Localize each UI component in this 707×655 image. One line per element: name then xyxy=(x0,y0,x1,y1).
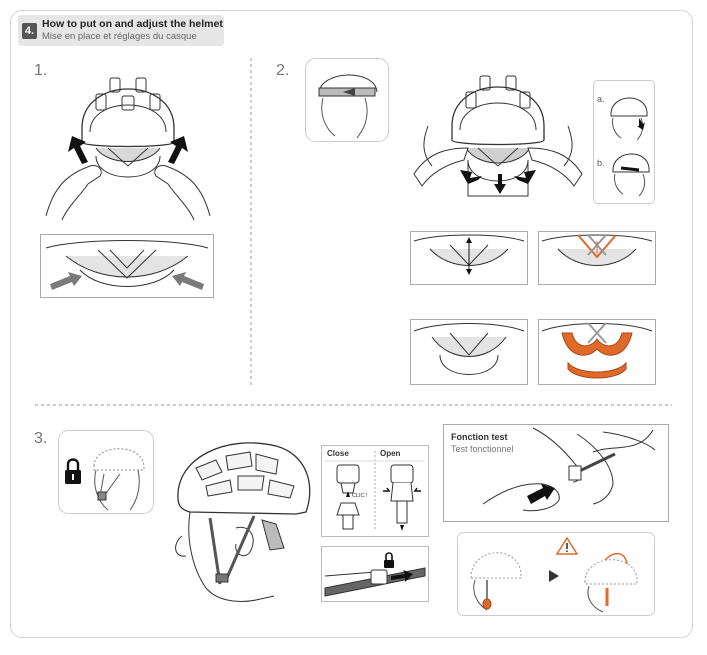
section-subtitle: Mise en place et réglages du casque xyxy=(42,31,197,42)
step-2-number: 2. xyxy=(276,62,290,79)
section-title: How to put on and adjust the helmet xyxy=(42,18,223,30)
step-3-head-inset xyxy=(58,430,154,514)
buckle-clic-label: CLIC ! xyxy=(352,493,368,499)
adjustment-incorrect-1 xyxy=(538,231,656,285)
strap-detail-panel xyxy=(321,546,429,602)
function-test-subtitle: Test fonctionnel xyxy=(451,444,514,454)
step-2-head-inset xyxy=(305,58,389,142)
step-3-helmet-profile-illustration xyxy=(166,428,316,608)
function-test-title: Fonction test xyxy=(451,432,508,442)
step-1-helmet-back-illustration xyxy=(38,56,218,226)
buckle-open-label: Open xyxy=(380,449,401,458)
step-1-number: 1. xyxy=(34,62,48,79)
side-view-a-label: a. xyxy=(597,94,605,104)
warning-panel xyxy=(457,532,655,616)
step-3-number: 3. xyxy=(34,430,48,447)
adjustment-correct-2 xyxy=(410,319,528,385)
step-2-helmet-back-illustration xyxy=(408,56,588,216)
adjustment-incorrect-2 xyxy=(538,319,656,385)
step-1-detail-panel xyxy=(40,234,214,298)
buckle-panel xyxy=(321,445,429,537)
adjustment-correct-1 xyxy=(410,231,528,285)
buckle-close-label: Close xyxy=(327,449,349,458)
section-number: 4. xyxy=(22,23,37,39)
side-view-b-label: b. xyxy=(597,158,605,168)
